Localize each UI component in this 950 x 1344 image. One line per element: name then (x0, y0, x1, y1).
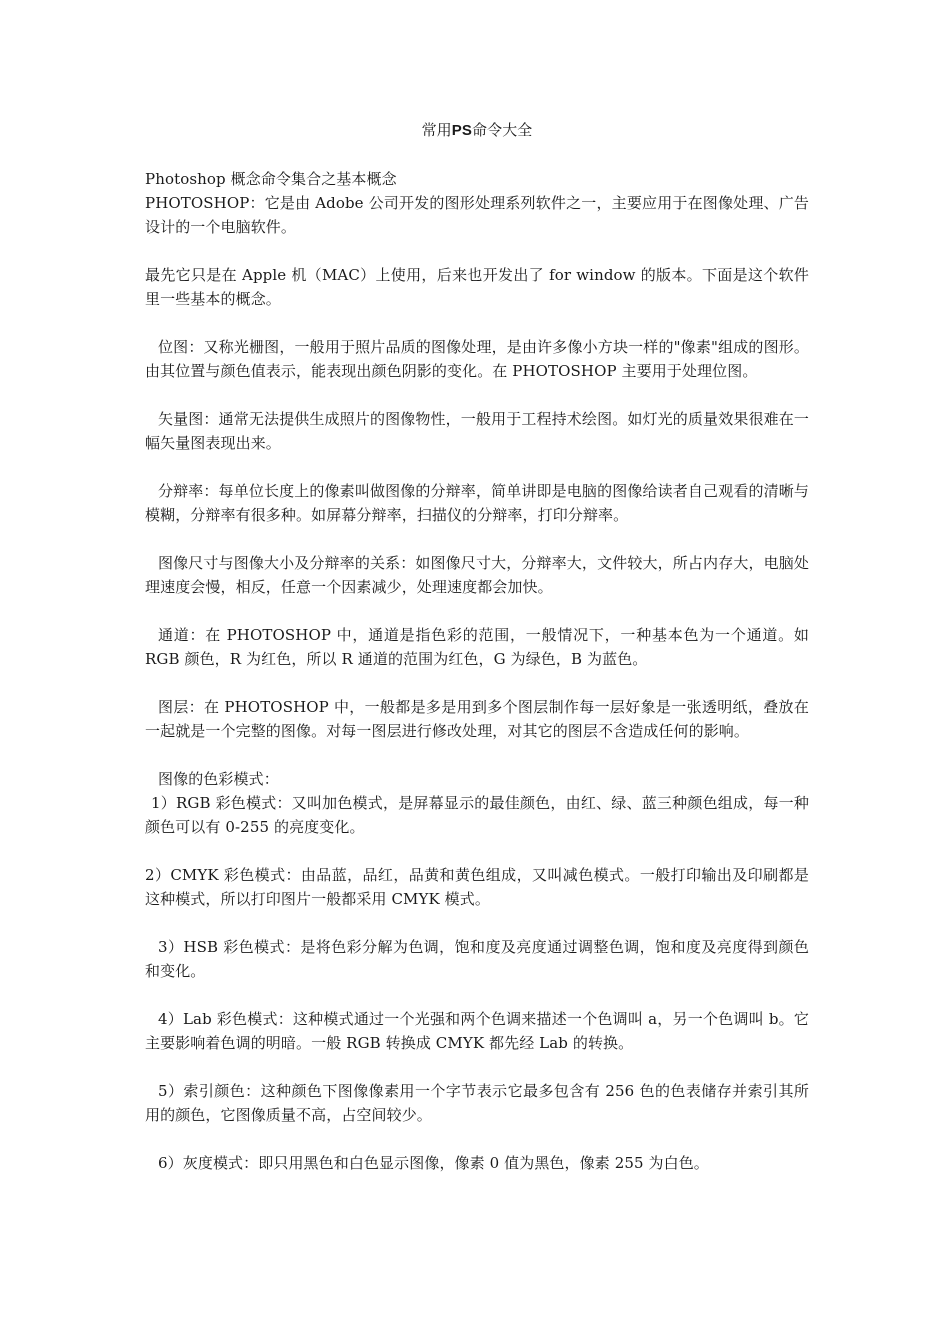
document-body (145, 118, 809, 1175)
paragraph-rgb-mode: 1）RGB 彩色模式：又叫加色模式，是屏幕显示的最佳颜色，由红、绿、蓝三种颜色组成，每一种颜色可以有 0-255 的亮度变化。 (145, 794, 809, 836)
title-bold: PS (451, 122, 472, 139)
paragraph-layers: 图层：在 PHOTOSHOP 中，一般都是多是用到多个图层制作每一层好象是一张透明纸，叠放在一起就是一个完整的图像。对每一图层进行修改处理，对其它的图层不含造成任何的影响。 (145, 698, 809, 740)
paragraph-bitmap: 位图：又称光栅图，一般用于照片品质的图像处理，是由许多像小方块一样的"像素"组成的图形。由其位置与颜色值表示，能表现出颜色阴影的变化。在 PHOTOSHOP 主要用于处理位图。 (145, 338, 809, 380)
paragraph-history: 最先它只是在 Apple 机（MAC）上使用，后来也开发出了 for window 的版本。下面是这个软件里一些基本的概念。 (145, 266, 809, 308)
paragraph-hsb-mode: 3）HSB 彩色模式：是将色彩分解为色调，饱和度及亮度通过调整色调，饱和度及亮度得到颜色和变化。 (145, 938, 809, 980)
title-prefix: 常用 (421, 121, 452, 139)
paragraph-image-size: 图像尺寸与图像大小及分辩率的关系：如图像尺寸大，分辩率大，文件较大，所占内存大，电脑处理速度会慢，相反，任意一个因素减少，处理速度都会加快。 (145, 554, 809, 596)
paragraph-channels: 通道：在 PHOTOSHOP 中，通道是指色彩的范围，一般情况下，一种基本色为一个通道。如 RGB 颜色，R 为红色，所以 R 通道的范围为红色，G 为绿色，B 为蓝色。 (145, 626, 809, 668)
document-title (145, 118, 809, 143)
paragraph-resolution: 分辩率：每单位长度上的像素叫做图像的分辩率，简单讲即是电脑的图像给读者自己观看的清晰与模糊，分辩率有很多种。如屏幕分辩率，扫描仪的分辩率，打印分辩率。 (145, 482, 809, 524)
paragraph-indexed-color: 5）索引颜色：这种颜色下图像像素用一个字节表示它最多包含有 256 色的色表储存并索引其所用的颜色，它图像质量不高，占空间较少。 (145, 1082, 809, 1124)
paragraph-vector: 矢量图：通常无法提供生成照片的图像物性，一般用于工程持术绘图。如灯光的质量效果很难在一幅矢量图表现出来。 (145, 410, 809, 452)
title-suffix: 命令大全 (472, 121, 533, 139)
paragraph-cmyk-mode: 2）CMYK 彩色模式：由品蓝，品红，品黄和黄色组成，又叫减色模式。一般打印输出及印刷都是这种模式，所以打印图片一般都采用 CMYK 模式。 (145, 866, 809, 908)
paragraph-color-modes-heading: 图像的色彩模式： (158, 770, 279, 788)
paragraph-lab-mode: 4）Lab 彩色模式：这种模式通过一个光强和两个色调来描述一个色调叫 a，另一个色调叫 b。它主要影响着色调的明暗。一般 RGB 转换成 CMYK 都先经 Lab 的转换。 (145, 1010, 809, 1052)
paragraph-photoshop-definition: PHOTOSHOP：它是由 Adobe 公司开发的图形处理系列软件之一，主要应用于在图像处理、广告设计的一个电脑软件。 (145, 194, 809, 236)
paragraph-grayscale-mode: 6）灰度模式：即只用黑色和白色显示图像，像素 0 值为黑色，像素 255 为白色。 (158, 1154, 709, 1172)
section-heading: Photoshop 概念命令集合之基本概念 (145, 170, 397, 188)
